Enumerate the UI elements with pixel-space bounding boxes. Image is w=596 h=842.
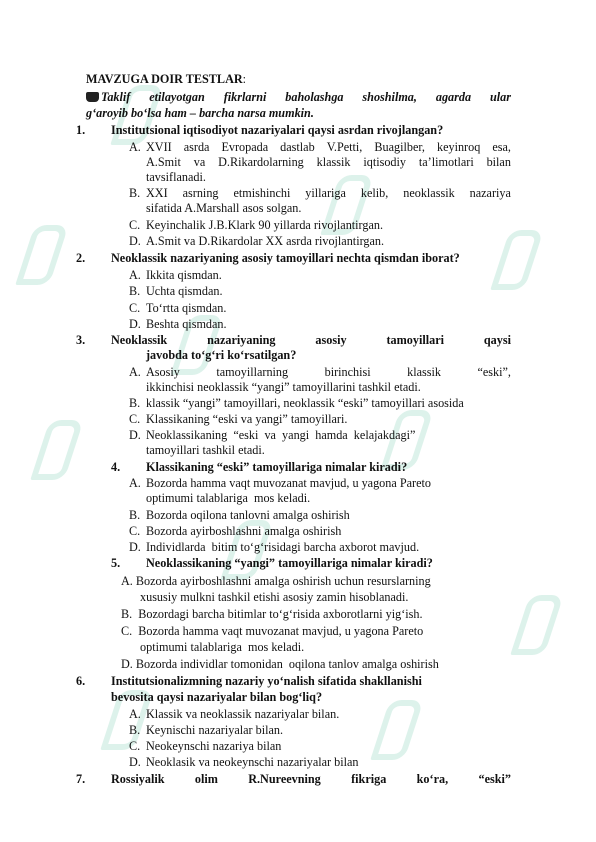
question-text: Neoklassik nazariyaning asosiy tamoyillari nechta qismdan iborat?: [111, 251, 460, 265]
option-text: A. Bozorda ayirboshlashni amalga oshirish uchun resurslarning: [121, 574, 431, 588]
option-text: optimumi talablariga mos keladi.: [140, 640, 305, 654]
option-text: [146, 365, 511, 380]
intro-line-2: g‘aroyib bo‘lsa ham – barcha narsa mumkin.: [86, 106, 314, 120]
option-label: B.: [129, 508, 141, 522]
watermark-logo: [30, 420, 83, 480]
word: yillariga: [305, 186, 346, 200]
option-text: Klassikaning “eski va yangi” tamoyillari.: [146, 412, 348, 426]
word: ular: [489, 90, 511, 104]
option-text: B. Bozordagi barcha bitimlar to‘g‘risida axborotlarni yig‘ish.: [121, 607, 423, 621]
option-text: tavsiflanadi.: [146, 170, 206, 184]
option-text: Uchta qismdan.: [146, 284, 223, 298]
option-label: D.: [129, 428, 141, 442]
option-label: B.: [129, 396, 141, 410]
option-text: Neoklassikaning “eski va yangi hamda kelajakdagi”: [146, 428, 416, 442]
word: neoklassik: [403, 186, 455, 200]
word: kelib,: [360, 186, 389, 200]
option-text: [146, 186, 511, 201]
option-text: [146, 155, 511, 170]
watermark-logo: [370, 700, 423, 760]
word: ta’limotlari: [418, 155, 474, 169]
word: XVII: [146, 140, 172, 154]
option-text: D. Bozorda individlar tomonidan oqilona tanlov amalga oshirish: [121, 657, 439, 671]
word: XXI: [146, 186, 168, 200]
word: baholashga: [285, 90, 344, 104]
word: keyinroq: [436, 140, 481, 154]
word: etmishinchi: [233, 186, 291, 200]
question-number: 7.: [76, 772, 86, 786]
option-text: Klassik va neoklassik nazariyalar bilan.: [146, 707, 340, 721]
question-number: 4.: [111, 460, 121, 474]
option-label: B.: [129, 284, 141, 298]
option-label: C.: [129, 524, 141, 538]
word: agarda: [435, 90, 472, 104]
option-text: optimumi talablariga mos keladi.: [146, 491, 311, 505]
option-label: D.: [129, 234, 141, 248]
question-number: 2.: [76, 251, 86, 265]
word: V.Petti,: [326, 140, 363, 154]
intro-line-1: Taklif etilayotgan fikrlarni baholashga shoshilma, agarda ular: [86, 90, 511, 105]
option-label: C.: [129, 301, 141, 315]
word: “eski”,: [477, 365, 511, 379]
word: nazariya: [469, 186, 511, 200]
option-label: C.: [129, 739, 141, 753]
word: Rossiyalik: [111, 772, 165, 786]
word: fikriga: [351, 772, 387, 786]
watermark-logo: [15, 225, 68, 285]
option-text: C. Bozorda hamma vaqt muvozanat mavjud, u yagona Pareto: [121, 624, 424, 638]
option-text: Neoklasik va neokeynschi nazariyalar bilan: [146, 755, 359, 769]
option-text: Bozorda hamma vaqt muvozanat mavjud, u yagona Pareto: [146, 476, 431, 490]
word: asrda: [183, 140, 210, 154]
word: shoshilma,: [362, 90, 417, 104]
question-text: Institutsional iqtisodiyot nazariyalari qaysi asrdan rivojlangan?: [111, 123, 444, 137]
question-text: [111, 772, 511, 787]
option-text: [146, 140, 511, 155]
option-label: A.: [129, 365, 141, 379]
word: asosiy: [315, 333, 347, 347]
option-text: Neokeynschi nazariya bilan: [146, 739, 282, 753]
option-label: A.: [129, 268, 141, 282]
question-text: Klassikaning “eski” tamoyillariga nimalar kiradi?: [146, 460, 408, 474]
option-label: A.: [129, 140, 141, 154]
word: “eski”: [478, 772, 511, 786]
word: iqtisodiy: [363, 155, 407, 169]
option-label: C.: [129, 218, 141, 232]
option-text: To‘rtta qismdan.: [146, 301, 227, 315]
question-text: javobda to‘g‘ri ko‘rsatilgan?: [146, 348, 297, 362]
option-label: A.: [129, 707, 141, 721]
option-text: Ikkita qismdan.: [146, 268, 222, 282]
option-text: Keyinchalik J.B.Klark 90 yillarda rivojlantirgan.: [146, 218, 384, 232]
question-text: [111, 333, 511, 348]
word: esa,: [492, 140, 511, 154]
word: asrning: [182, 186, 219, 200]
word: A.Smit: [146, 155, 181, 169]
word: tamoyillari: [386, 333, 444, 347]
question-text: Neoklassikaning “yangi” tamoyillariga nimalar kiradi?: [146, 556, 433, 570]
word: va: [193, 155, 206, 169]
watermark-logo: [490, 230, 543, 290]
word: birinchisi: [324, 365, 371, 379]
option-label: B.: [129, 186, 141, 200]
option-text: tamoyillari tashkil etadi.: [146, 443, 265, 457]
option-text: ikkinchisi neoklassik “yangi” tamoyillarini tashkil etadi.: [146, 380, 421, 394]
option-text: Individlarda bitim to‘g‘risidagi barcha axborot mavjud.: [146, 540, 420, 554]
option-text: Keynischi nazariyalar bilan.: [146, 723, 284, 737]
word: olim: [194, 772, 218, 786]
watermark-logo: [510, 595, 563, 655]
question-number: 5.: [111, 556, 121, 570]
option-label: D.: [129, 755, 141, 769]
word: nazariyaning: [207, 333, 276, 347]
option-label: C.: [129, 412, 141, 426]
word: R.Nureevning: [248, 772, 321, 786]
word: tamoyillarning: [216, 365, 289, 379]
question-number: 3.: [76, 333, 86, 347]
word: klassik: [407, 365, 441, 379]
word: bilan: [486, 155, 511, 169]
option-text: Bozorda oqilona tanlovni amalga oshirish: [146, 508, 350, 522]
word: ko‘ra,: [416, 772, 449, 786]
question-number: 6.: [76, 674, 86, 688]
section-title: MAVZUGA DOIR TESTLAR:: [86, 72, 247, 86]
question-text: bevosita qaysi nazariyalar bilan bog‘liq?: [111, 690, 323, 704]
option-text: klassik “yangi” tamoyillari, neoklassik “eski” tamoyillari asosida: [146, 396, 464, 410]
option-text: Bozorda ayirboshlashni amalga oshirish: [146, 524, 342, 538]
word: klassik: [316, 155, 351, 169]
question-text: Institutsionalizmning nazariy yo‘nalish sifatida shakllanishi: [111, 674, 422, 688]
question-number: 1.: [76, 123, 86, 137]
option-text: sifatida A.Marshall asos solgan.: [146, 201, 302, 215]
option-text: Beshta qismdan.: [146, 317, 227, 331]
option-label: A.: [129, 476, 141, 490]
word: Buagilber,: [374, 140, 425, 154]
word: D.Rikardolarning: [218, 155, 304, 169]
word: Asosiy: [146, 365, 180, 379]
word: etilayotgan: [149, 90, 205, 104]
option-label: D.: [129, 317, 141, 331]
option-label: B.: [129, 723, 141, 737]
option-text: xususiy mulkni tashkil etishi asosiy zamin hisoblanadi.: [140, 590, 409, 604]
word: qaysi: [483, 333, 511, 347]
word: fikrlarni: [223, 90, 267, 104]
hand-icon: [86, 92, 99, 102]
option-text: A.Smit va D.Rikardolar XX asrda rivojlantirgan.: [146, 234, 385, 248]
word: Neoklassik: [111, 333, 168, 347]
option-label: D.: [129, 540, 141, 554]
word: dastlab: [280, 140, 315, 154]
word: Evropada: [221, 140, 269, 154]
